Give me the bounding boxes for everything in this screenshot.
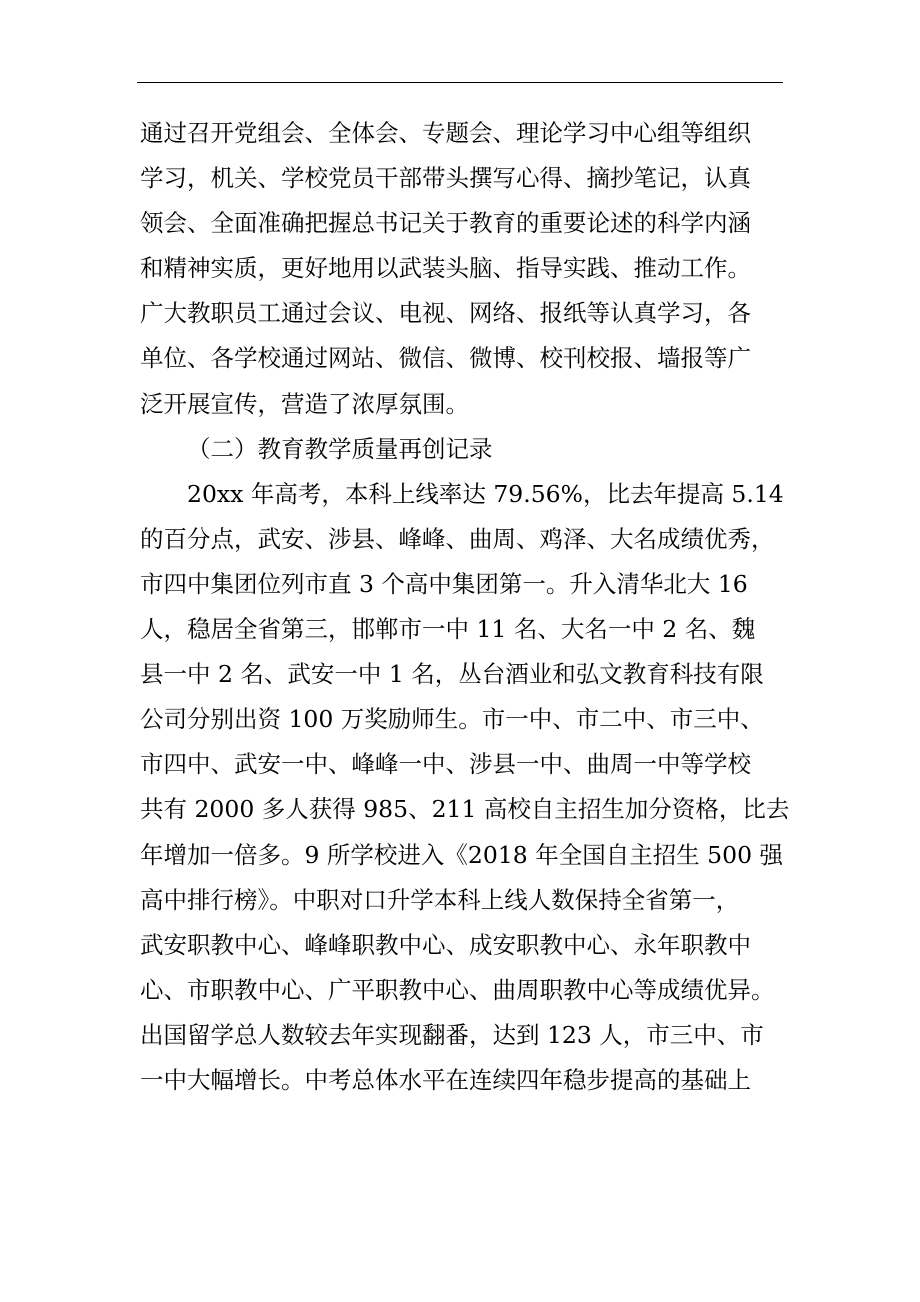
text-line: 单位、各学校通过网站、微信、微博、校刊校报、墙报等广 xyxy=(140,344,751,373)
text-line: 20xx 年高考，本科上线率达 79.56%，比去年提高 5.14 xyxy=(187,479,784,508)
text-line: 一中大幅增长。中考总体水平在连续四年稳步提高的基础上 xyxy=(140,1065,751,1094)
text-line: 人，稳居全省第三，邯郸市一中 11 名、大名一中 2 名、魏 xyxy=(140,615,756,644)
text-line: 出国留学总人数较去年实现翻番，达到 123 人，市三中、市 xyxy=(140,1020,764,1049)
text-line: 共有 2000 多人获得 985、211 高校自主招生加分资格，比去 xyxy=(140,795,790,824)
text-line: 市四中集团位列市直 3 个高中集团第一。升入清华北大 16 xyxy=(140,569,748,598)
text-line: 心、市职教中心、广平职教中心、曲周职教中心等成绩优异。 xyxy=(140,975,775,1004)
document-body xyxy=(140,111,790,1103)
text-line: 和精神实质，更好地用以武装头脑、指导实践、推动工作。 xyxy=(140,254,751,283)
text-line: 武安职教中心、峰峰职教中心、成安职教中心、永年职教中 xyxy=(140,930,751,959)
text-line: 高中排行榜》。中职对口升学本科上线人数保持全省第一， xyxy=(140,885,740,914)
text-line: 广大教职员工通过会议、电视、网络、报纸等认真学习，各 xyxy=(140,299,751,328)
text-line: 县一中 2 名、武安一中 1 名，丛台酒业和弘文教育科技有限 xyxy=(140,660,764,689)
text-line: 的百分点，武安、涉县、峰峰、曲周、鸡泽、大名成绩优秀， xyxy=(140,524,775,553)
text-line: 公司分别出资 100 万奖励师生。市一中、市二中、市三中、 xyxy=(140,705,764,734)
section-heading: （二）教育教学质量再创记录 xyxy=(187,434,493,463)
text-line: 泛开展宣传，营造了浓厚氛围。 xyxy=(140,389,469,418)
text-line: 学习，机关、学校党员干部带头撰写心得、摘抄笔记，认真 xyxy=(140,164,751,193)
text-line: 年增加一倍多。9 所学校进入《2018 年全国自主招生 500 强 xyxy=(140,840,783,869)
text-line: 市四中、武安一中、峰峰一中、涉县一中、曲周一中等学校 xyxy=(140,750,751,779)
header-rule xyxy=(137,82,783,83)
text-line: 领会、全面准确把握总书记关于教育的重要论述的科学内涵 xyxy=(140,209,751,238)
text-line: 通过召开党组会、全体会、专题会、理论学习中心组等组织 xyxy=(140,119,751,147)
